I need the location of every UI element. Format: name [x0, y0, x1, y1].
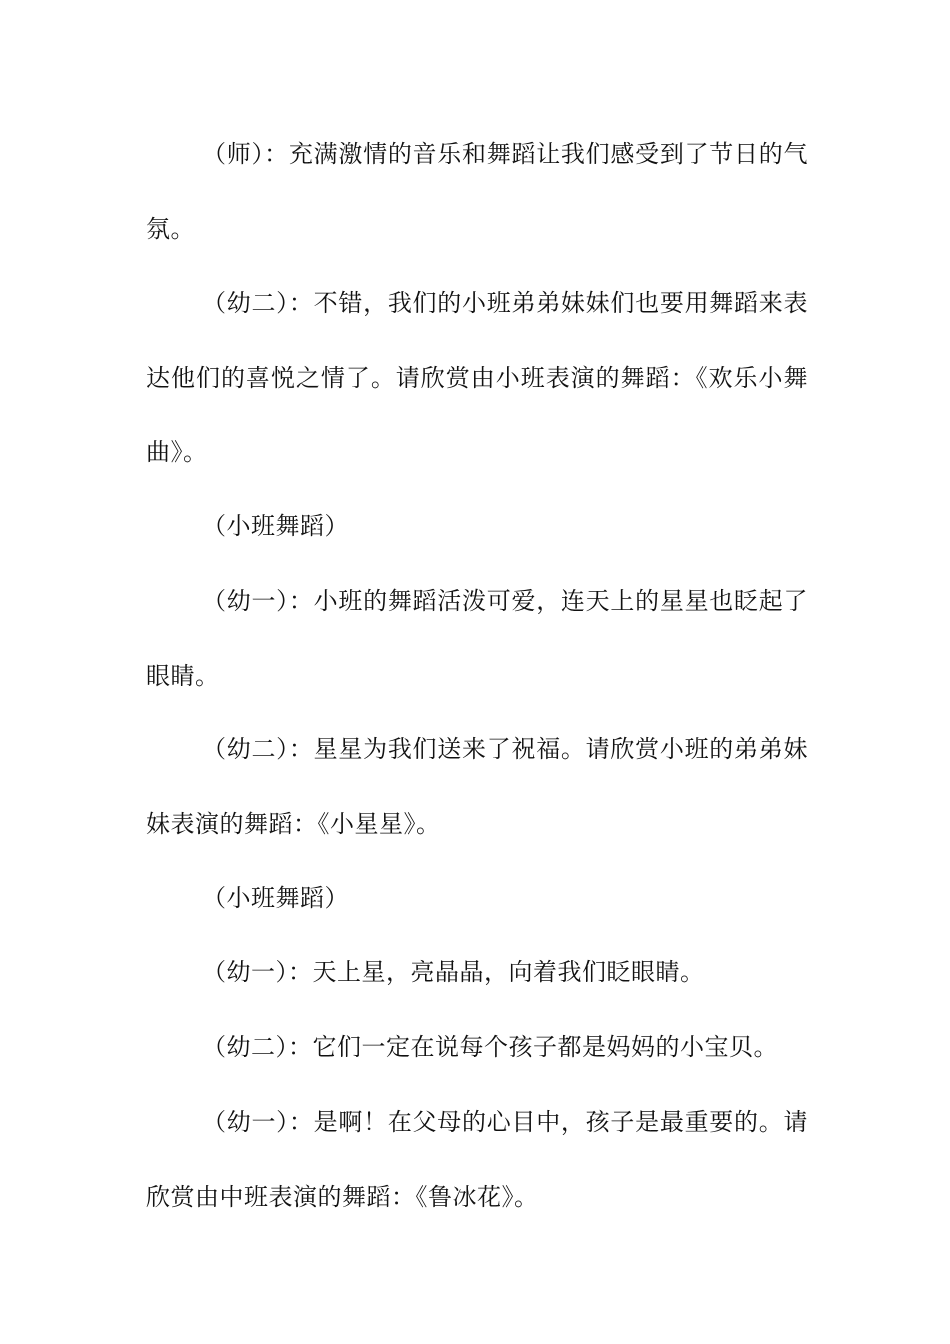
paragraph-small-class-dance-1: （小班舞蹈）	[202, 512, 349, 540]
paragraph-child1-parents: （幼一）：是啊！在父母的心目中，孩子是最重要的。请欣赏由中班表演的舞蹈：《鲁冰花》。	[146, 1108, 808, 1211]
paragraph-child1-stars: （幼一）：小班的舞蹈活泼可爱，连天上的星星也眨起了眼睛。	[146, 587, 808, 690]
paragraph-teacher-line: （师）：充满激情的音乐和舞蹈让我们感受到了节日的气氛。	[146, 140, 808, 243]
paragraph-child1-twinkle: （幼一）：天上星，亮晶晶，向着我们眨眼睛。	[202, 958, 705, 986]
paragraph-child2-intro-dance: （幼二）：不错，我们的小班弟弟妹妹们也要用舞蹈来表达他们的喜悦之情了。请欣赏由小班表演的舞蹈：《欢乐小舞曲》。	[146, 289, 808, 467]
paragraph-small-class-dance-2: （小班舞蹈）	[202, 884, 349, 912]
paragraph-child2-baby: （幼二）：它们一定在说每个孩子都是妈妈的小宝贝。	[202, 1033, 778, 1061]
paragraph-child2-blessing: （幼二）：星星为我们送来了祝福。请欣赏小班的弟弟妹妹表演的舞蹈：《小星星》。	[146, 735, 808, 838]
